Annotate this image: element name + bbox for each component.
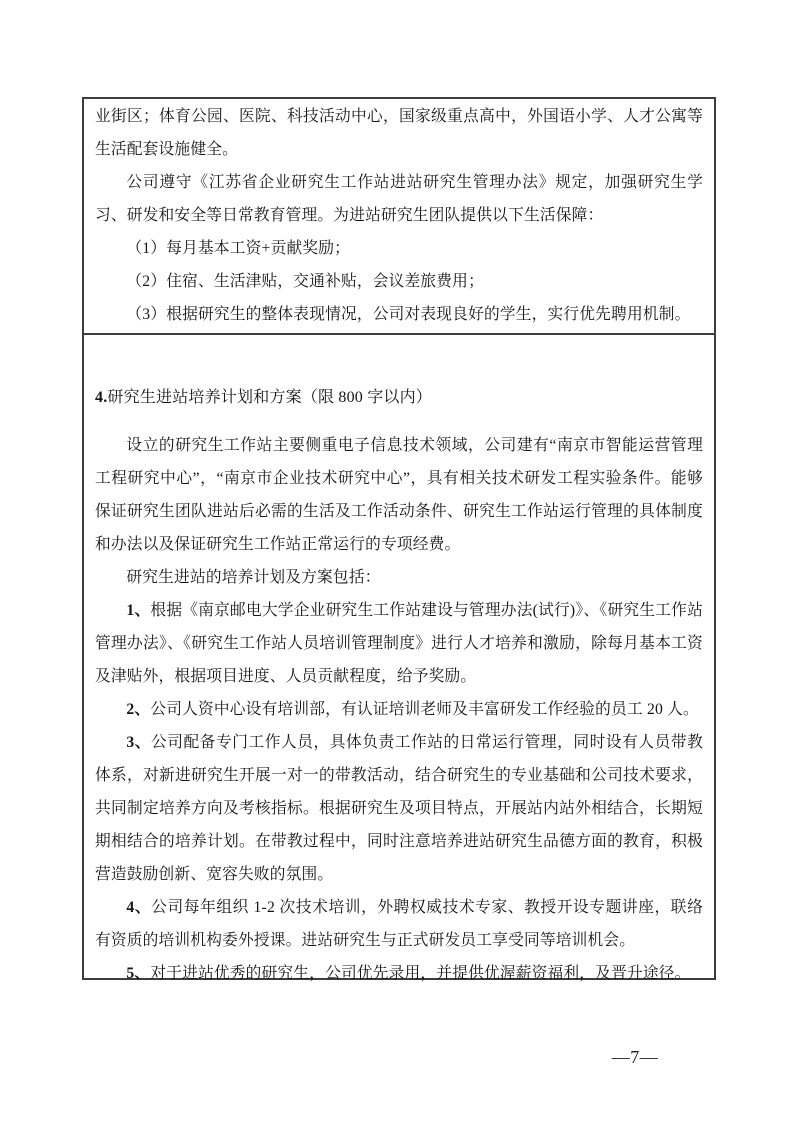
section-heading-text: 研究生进站培养计划和方案（限 800 字以内）: [107, 389, 433, 406]
form-table: [82, 97, 716, 980]
paragraph-text: 公司每年组织 1-2 次技术培训，外聘权威技术专家、教授开设专题讲座，联络有资质的培训机构委外授课。进站研究生与正式研发员工享受同等培训机会。: [95, 899, 703, 949]
section-heading-number: 4.: [95, 389, 108, 406]
paragraph-text: 研究生进站的培养计划及方案包括：: [126, 569, 381, 586]
paragraph: [95, 891, 703, 957]
list-number: 4、: [126, 899, 152, 916]
list-number: 5、: [126, 965, 151, 982]
paragraph-text: 设立的研究生工作站主要侧重电子信息技术领域，公司建有“南京市智能运营管理工程研究中心”，“南京市企业技术研究中心”，具有相关技术研发工程实验条件。能够保证研究生团队进站后必需的生活及工作活动条件、研究生工作站运行管理的具体制度和办法以及保证研究生工作站正常运行的专项经费。: [95, 437, 703, 553]
paragraph: [95, 429, 703, 561]
list-number: 3、: [126, 734, 152, 751]
page-number: —7—: [611, 1047, 659, 1067]
section-heading: [95, 381, 703, 414]
paragraph: [95, 594, 703, 693]
paragraph-text: （3）根据研究生的整体表现情况，公司对表现良好的学生，实行优先聘用机制。: [126, 306, 691, 323]
list-number: 1、: [126, 602, 151, 619]
paragraph: [95, 957, 703, 990]
paragraph-text: 公司配备专门工作人员，具体负责工作站的日常运行管理，同时设有人员带教体系，对新进研究生开展一对一的带教活动，结合研究生的专业基础和公司技术要求，共同制定培养方向及考核指标。根据研究生及项目特点，开展站内站外相结合，长期短期相结合的培养计划。在带教过程中，同时注意培养进站研究生品德方面的教育，积极营造鼓励创新、宽容失败的氛围。: [95, 734, 703, 883]
paragraph: [95, 100, 703, 166]
paragraph-text: 对于进站优秀的研究生，公司优先录用，并提供优渥薪资福利，及晋升途径。: [150, 965, 691, 982]
paragraph: [95, 726, 703, 891]
paragraph-text: 业街区；体育公园、医院、科技活动中心，国家级重点高中，外国语小学、人才公寓等生活配套设施健全。: [95, 108, 703, 158]
paragraph: [95, 265, 703, 298]
paragraph-text: （2）住宿、生活津贴，交通补贴，会议差旅费用；: [126, 273, 484, 290]
paragraph-text: 公司人资中心设有培训部，有认证培训老师及丰富研发工作经验的员工 20 人。: [150, 701, 699, 718]
paragraph-text: 根据《南京邮电大学企业研究生工作站建设与管理办法(试行)》、《研究生工作站管理办法》、《研究生工作站人员培训管理制度》进行人才培养和激励，除每月基本工资及津贴外，根据项目进度、人员贡献程度，给予奖励。: [95, 602, 703, 685]
section-living-support: [84, 99, 714, 335]
paragraph-text: （1）每月基本工资+贡献奖励；: [126, 240, 351, 257]
section-training-plan: [84, 335, 714, 990]
paragraph-text: 公司遵守《江苏省企业研究生工作站进站研究生管理办法》规定，加强研究生学习、研发和安全等日常教育管理。为进站研究生团队提供以下生活保障：: [95, 174, 703, 224]
paragraph: [95, 693, 703, 726]
paragraph: [95, 166, 703, 232]
paragraph: [95, 561, 703, 594]
paragraph: [95, 298, 703, 331]
section-training-plan-body: [95, 429, 703, 990]
paragraph: [95, 232, 703, 265]
list-number: 2、: [126, 701, 151, 718]
